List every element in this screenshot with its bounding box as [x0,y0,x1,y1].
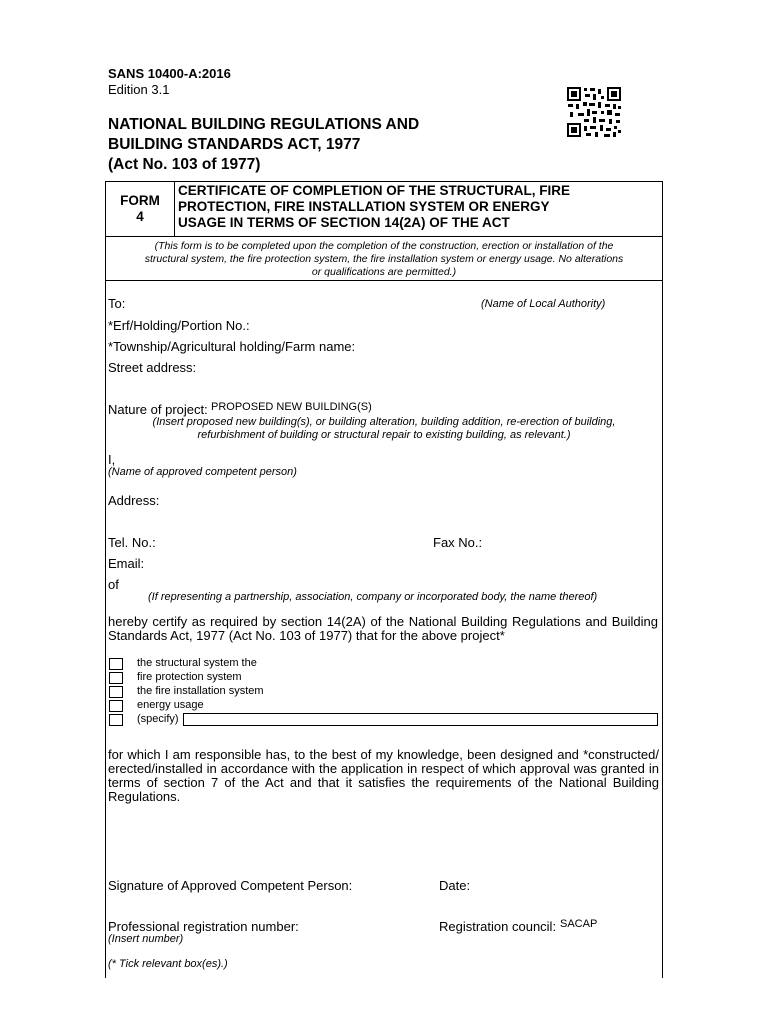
responsibility-line-3: terms of section 7 of the Act and that it satisfies the requirements of the National Building [108,775,659,790]
township-label: *Township/Agricultural holding/Farm name: [108,339,356,354]
representing-hint: (If representing a partnership, association, company or incorporated body, the name thereof) [148,591,598,603]
form-number: 4 [136,209,144,224]
address-label: Address: [108,493,160,508]
qr-code-icon [566,86,622,138]
form-border-right [662,181,663,978]
local-authority-hint: (Name of Local Authority) [481,298,606,310]
form-heading-line-2: PROTECTION, FIRE INSTALLATION SYSTEM OR ENERGY [178,199,550,214]
certify-paragraph [108,615,658,643]
form-divider-instructions [105,280,663,281]
checkbox-label-energy-usage: energy usage [137,699,204,711]
registration-council-label: Registration council: [439,919,557,934]
tel-label: Tel. No.: [108,535,156,550]
checkbox-structural-system[interactable] [109,658,123,670]
form-heading-line-3: USAGE IN TERMS OF SECTION 14(2A) OF THE ACT [178,215,510,230]
street-address-label: Street address: [108,360,197,375]
nature-of-project-label: Nature of project: [108,402,208,417]
form-instructions [106,240,662,279]
title-line-2: BUILDING STANDARDS ACT, 1977 [108,136,361,153]
checkbox-label-structural-system: the structural system the [137,657,257,669]
instruction-line-2: structural system, the fire protection system, the fire installation system or energy usage. No alterations [144,253,624,265]
erf-label: *Erf/Holding/Portion No.: [108,318,250,333]
form-heading-line-1: CERTIFICATE OF COMPLETION OF THE STRUCTURAL, FIRE [178,183,570,198]
responsibility-line-2: erected/installed in accordance with the application in respect of which approval was granted in [108,761,659,776]
form-heading [178,183,570,231]
email-label: Email: [108,556,145,571]
title-line-1: NATIONAL BUILDING REGULATIONS AND [108,116,420,133]
nature-hint-line-2: refurbishment of building or structural repair to existing building, as relevant.) [197,429,571,441]
form-border-left [105,181,106,978]
instruction-line-3: or qualifications are permitted.) [311,266,457,278]
checkbox-specify[interactable] [109,714,123,726]
date-label: Date: [439,878,471,893]
nature-of-project-hint [106,416,662,442]
checkbox-label-fire-protection: fire protection system [137,671,242,683]
responsibility-paragraph [108,748,659,804]
responsibility-line-4: Regulations. [108,789,181,804]
signature-label: Signature of Approved Competent Person: [108,878,353,893]
checkbox-label-specify: (specify) [137,713,179,725]
checkbox-label-fire-installation: the fire installation system [137,685,264,697]
competent-person-hint: (Name of approved competent person) [108,466,297,478]
edition: Edition 3.1 [108,82,170,97]
checkbox-fire-installation[interactable] [109,686,123,698]
form-label-divider [174,181,175,236]
standard-number: SANS 10400-A:2016 [108,66,231,81]
form-label [106,193,174,225]
to-label: To: [108,296,126,311]
responsibility-line-1: for which I am responsible has, to the best of my knowledge, been designed and *constructed/ [108,747,659,762]
nature-of-project-value: PROPOSED NEW BUILDING(S) [211,401,372,413]
title-line-3: (Act No. 103 of 1977) [108,156,261,173]
i-label: I, [108,452,116,467]
fax-label: Fax No.: [433,535,483,550]
certify-line-1: hereby certify as required by section 14(2A) of the National Building Regulations and Building [108,614,658,629]
registration-number-label: Professional registration number: [108,919,299,934]
form-border-top [105,181,663,182]
certify-line-2: Standards Act, 1977 (Act No. 103 of 1977) that for the above project* [108,628,505,643]
footnote: (* Tick relevant box(es).) [108,958,228,970]
nature-hint-line-1: (Insert proposed new building(s), or building alteration, building addition, re-erection of building, [152,416,616,428]
of-label: of [108,577,119,592]
specify-input[interactable] [183,713,658,726]
form-label-text: FORM [120,193,160,208]
checkbox-fire-protection[interactable] [109,672,123,684]
form-divider-heading [105,236,663,237]
instruction-line-1: (This form is to be completed upon the completion of the construction, erection or installation of the [154,240,614,252]
registration-number-hint: (Insert number) [108,933,184,945]
registration-council-value: SACAP [560,918,598,930]
page-title [108,115,419,175]
checkbox-energy-usage[interactable] [109,700,123,712]
